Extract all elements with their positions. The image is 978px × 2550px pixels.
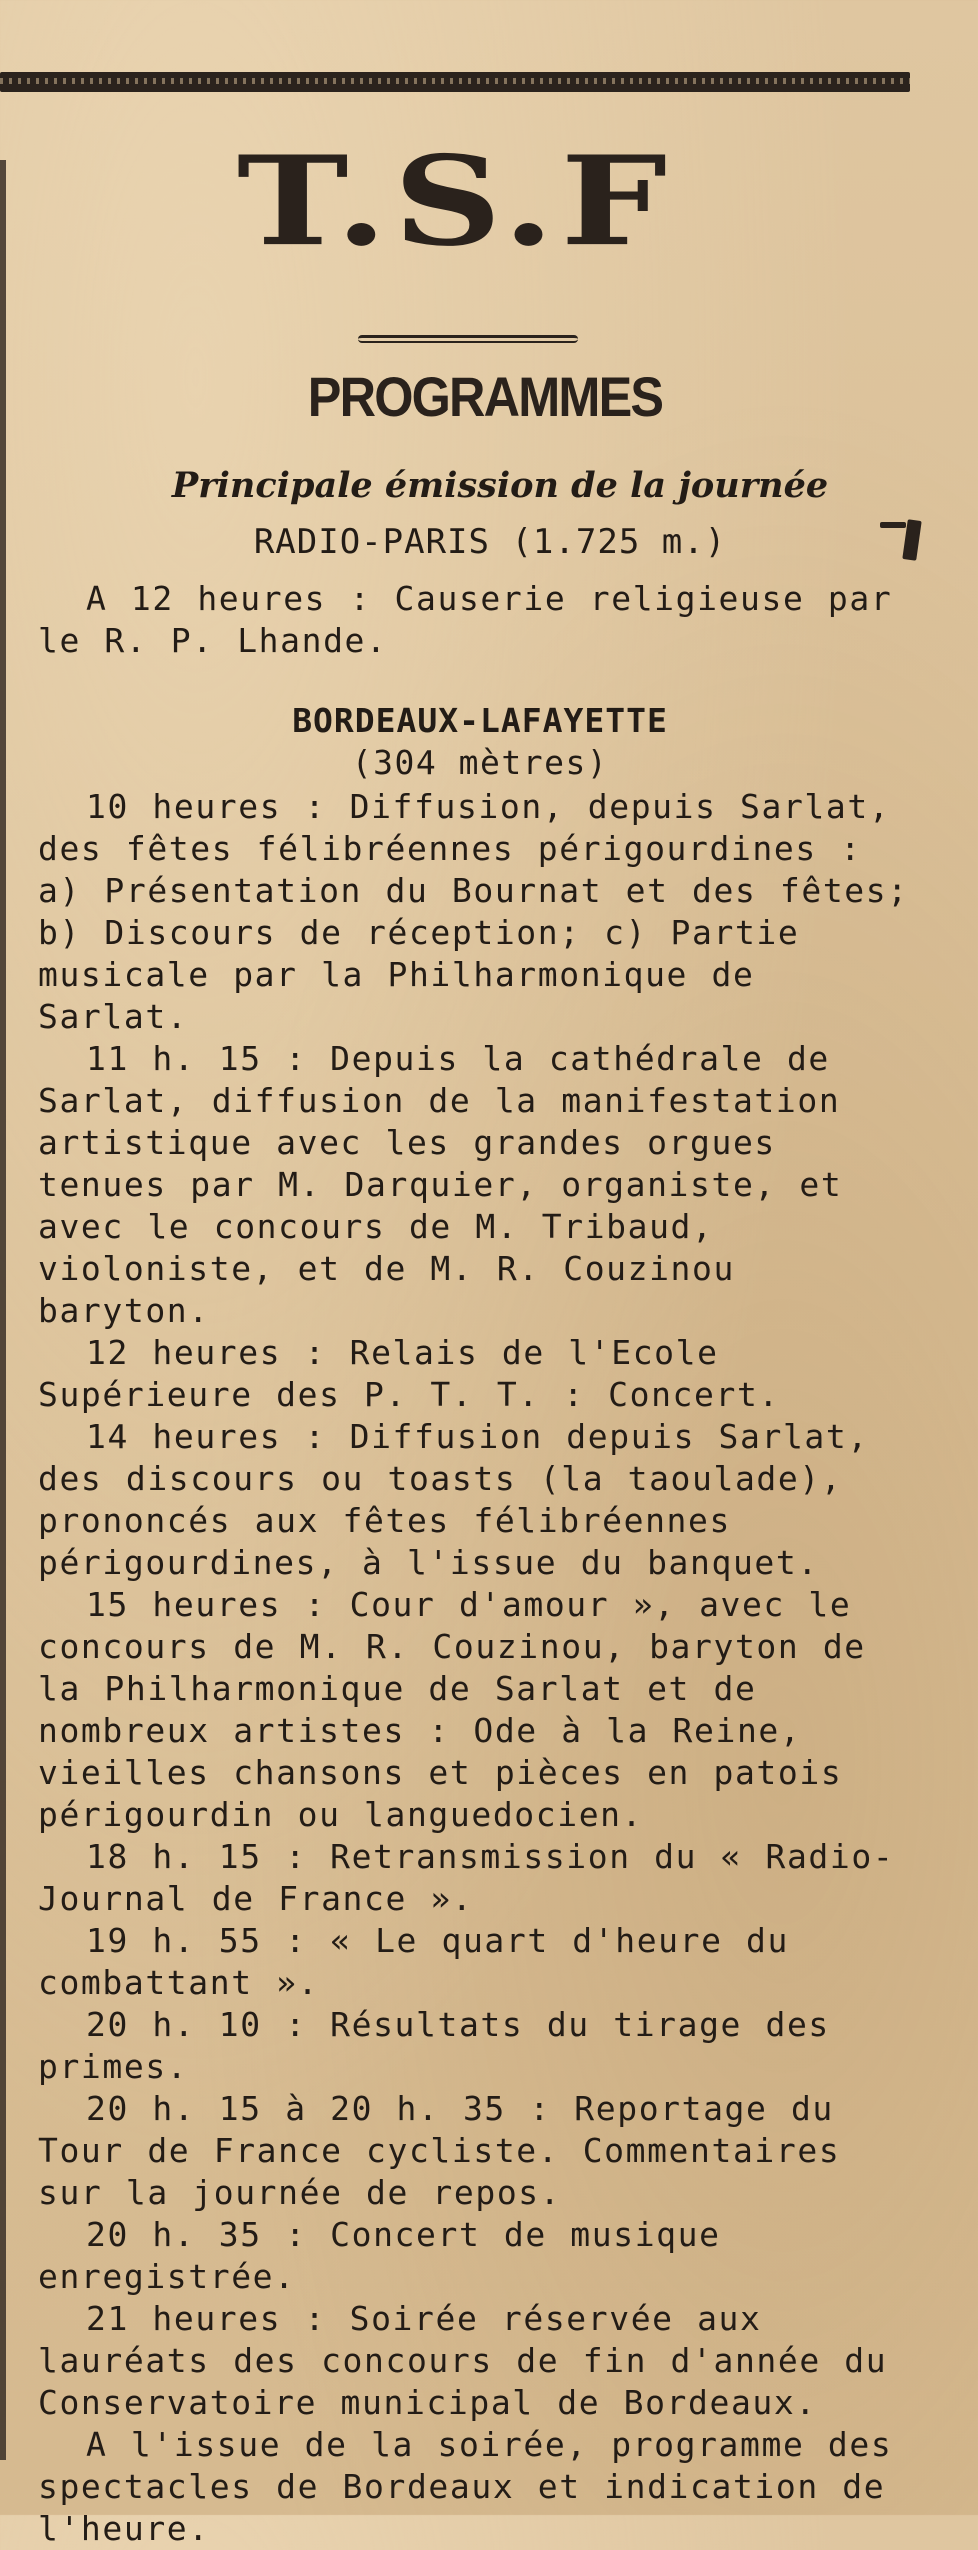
program-list: [38, 786, 928, 2550]
program-item: 19 h. 55 : « Le quart d'heure du combattant ».: [38, 1921, 789, 2002]
column-left-rule: [0, 160, 6, 2460]
program-item: 20 h. 35 : Concert de musique enregistrée.: [38, 2215, 721, 2296]
station-wavelength: (304 mètres): [351, 743, 609, 782]
program-item: 14 heures : Diffusion depuis Sarlat, des discours ou toasts (la taoulade), prononcés aux fêtes félibréennes périgourdines, à l'issue du banquet.: [38, 1417, 869, 1582]
program-item: 20 h. 15 à 20 h. 35 : Reportage du Tour de France cycliste. Commentaires sur la journée de repos.: [38, 2089, 841, 2212]
program-item: 15 heures : Cour d'amour », avec le concours de M. R. Couzinou, baryton de la Philharmonique de Sarlat et de nombreux artistes : Ode à la Reine, vieilles chansons et pièces en patois périgourdin ou languedocien.: [38, 1585, 866, 1834]
ink-smudge: [880, 522, 906, 528]
program-item: A l'issue de la soirée, programme des spectacles de Bordeaux et indication de l'heure.: [38, 2425, 893, 2548]
section-divider: [358, 335, 578, 343]
program-item: 21 heures : Soirée réservée aux lauréats des concours de fin d'année du Conservatoire municipal de Bordeaux.: [38, 2299, 888, 2422]
intro-station: RADIO-PARIS (1.725 m.): [253, 522, 727, 562]
program-item: 12 heures : Relais de l'Ecole Supérieure des P. T. T. : Concert.: [38, 1333, 780, 1414]
station-heading: BORDEAUX-LAFAYETTE: [292, 701, 668, 740]
masthead-title: T.S.F: [236, 129, 674, 274]
intro-paragraph: A 12 heures : Causerie religieuse par le R. P. Lhande.: [38, 579, 893, 660]
top-border-rule: [0, 72, 910, 92]
program-item: 11 h. 15 : Depuis la cathédrale de Sarlat, diffusion de la manifestation artistique avec les grandes orgues tenues par M. Darquier, organiste, et avec le concours de M. Tribaud, violoniste, et de M. R. Couzinou baryton.: [38, 1039, 843, 1330]
intro-subtitle: Principale émission de la journée: [171, 465, 829, 506]
program-item: 18 h. 15 : Retransmission du « Radio-Journal de France ».: [38, 1837, 895, 1918]
program-item: 10 heures : Diffusion, depuis Sarlat, des fêtes félibréennes périgourdines : a) Présentation du Bournat et des fêtes; b) Discours de réception; c) Partie musicale par la Philharmonique de Sarlat.: [38, 787, 909, 1036]
section-title: PROGRAMMES: [307, 365, 663, 428]
program-item: 20 h. 10 : Résultats du tirage des primes.: [38, 2005, 830, 2086]
intro-paragraph-block: [38, 578, 928, 662]
